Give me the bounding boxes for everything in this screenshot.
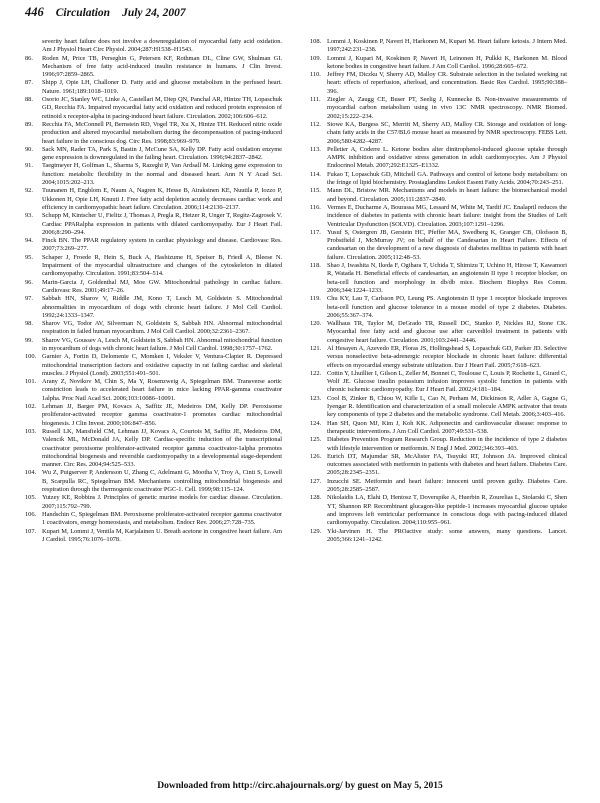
reference-entry — [310, 345, 567, 370]
reference-number: 102. — [25, 403, 37, 411]
reference-text: Wallhaus TR, Taylor M, DeGrado TR, Russell DC, Stanko P, Nickles RJ, Stone CK. Myocardial free fatty acid and glucose use after carvedilol treatment in patients with congestive heart failure. Circulation. 2001;103:2441–2446. — [327, 320, 567, 344]
journal-name: Circulation — [55, 7, 111, 19]
reference-number: 112. — [310, 120, 321, 128]
reference-number: 109. — [310, 54, 322, 62]
reference-number: 120. — [310, 320, 322, 328]
reference-number: 94. — [25, 237, 33, 245]
reference-text: Cottin Y, Lhuillier I, Gilson L, Zeller M, Bonnet C, Toulouse C, Louis P, Rochette L, Girard C, Wolf JE. Glucose insulin potassium infusion improves systolic function in patients with chronic ischemic cardiomyopathy. Eur J Heart Fail. 2002;4:181–184. — [327, 369, 567, 394]
reference-number: 129. — [310, 527, 322, 535]
reference-entry — [25, 295, 282, 320]
reference-entry — [310, 494, 567, 527]
reference-text: Vermes E, Ducharme A, Bourassa MG, Lessard M, White M, Tardif JC. Enalapril reduces the incidence of diabetes in patients with chronic heart failure: insight from the Studies of Left Ventricular Dysfunction (SOLVD). Circulation. 2003;107:1291–1296. — [327, 203, 567, 228]
reference-entry — [310, 320, 567, 345]
reference-text: Cool B, Zinker B, Chiou W, Kifle L, Cao N, Perham M, Dickinson R, Adler A, Gagne G, Iyengar R. Identification and characterization of a small molecule AMPK activator that treats key components of type 2 diabetes and the metabolic syndrome. Cell Metab. 2006;3:403–416. — [327, 394, 567, 419]
reference-entry — [310, 262, 567, 295]
reference-text: Osorio JC, Stanley WC, Linke A, Castellari M, Diep QN, Panchal AR, Hintze TH, Lopaschuk GD, Recchia FA. Impaired myocardial fatty acid oxidation and reduced protein expression of retinoid x receptor-alpha in pacing-induced heart failure. Circulation. 2002;106:606–612. — [42, 96, 282, 120]
reference-number: 119. — [310, 295, 321, 303]
reference-text: Garnier A, Fortin D, Delomenie C, Momken I, Veksler V, Ventura-Clapier R. Depressed mitochondrial transcription factors and oxidative capacity in rat failing cardiac and skeletal muscles. J Physiol (Lond). 2003;551:491–501. — [42, 353, 282, 377]
reference-entry — [310, 146, 567, 171]
reference-number: 95. — [25, 253, 33, 261]
reference-text: Yusuf S, Ostergren JB, Gerstein HC, Pfeffer MA, Swedberg K, Granger CB, Olofsson B, Probstfield J, McMurray JV; on behalf of the Candesartan in Heart Failure. Effects of candesartan on the development of a new diagnosis of diabetes mellitus in patients with heart failure. Circulation. 2005;112:48–53. — [327, 228, 567, 261]
reference-number: 113. — [310, 145, 321, 153]
reference-entry — [310, 478, 567, 495]
reference-entry — [310, 55, 567, 72]
reference-number: 125. — [310, 436, 322, 444]
reference-text: Tuunanen H, Engblom E, Naum A, Nagren K, Hesse B, Airaksinen KE, Nuutila P, Iozzo P, Ukkonen H, Opie LH, Knuuti J. Free fatty acid depletion acutely decreases cardiac work and efficiency in cardiomyopathic heart failure. Circulation. 2006;114:2130–2137. — [42, 187, 282, 211]
reference-number: 93. — [25, 212, 33, 220]
reference-number: 118. — [310, 262, 321, 270]
reference-text: Stowe KA, Burgess SC, Merritt M, Sherry AD, Malloy CR. Storage and oxidation of long-chain fatty acids in the C57/BL6 mouse heart as measured by NMR spectroscopy. FEBS Lett. 2006;580:4282–4287. — [327, 120, 567, 145]
reference-entry — [25, 237, 282, 254]
reference-number: 99. — [25, 336, 33, 344]
reference-number: 116. — [310, 203, 321, 211]
running-header — [25, 5, 186, 23]
page-number: 446 — [25, 5, 44, 19]
reference-entry — [310, 453, 567, 478]
reference-text: Recchia FA, McConnell PI, Bernstein RD, Vogel TR, Xu X, Hintze TH. Reduced nitric oxide production and altered myocardial metabolism during the decompensation of pacing-induced heart failure in the conscious dog. Circ Res. 1998;83:969–979. — [42, 120, 282, 145]
reference-entry — [310, 38, 567, 55]
reference-entry — [25, 511, 282, 528]
reference-text: Diabetes Prevention Program Research Group. Reduction in the incidence of type 2 diabetes with lifestyle intervention or metformin. N Engl J Med. 2002;346:393–403. — [327, 436, 567, 452]
reference-text: Schaper J, Froede R, Hein S, Buck A, Hashizume H, Speiser B, Friedl A, Bleese N. Impairment of the myocardial ultrastructure and changes of the cytoskeleton in dilated cardiomyopathy. Circulation. 1991;83:504–514. — [42, 253, 282, 278]
reference-text: Lehman JJ, Barger PM, Kovacs A, Saffitz JE, Medeiros DM, Kelly DP. Peroxisome proliferator-activated receptor gamma coactivator-1 promotes cardiac mitochondrial biogenesis. J Clin Invest. 2000;106:847–856. — [42, 403, 282, 427]
reference-number: 106. — [25, 510, 37, 518]
reference-text: Finck BN. The PPAR regulatory system in cardiac physiology and disease. Cardiovasc Res. 2007;73:269–277. — [42, 237, 282, 253]
reference-text: Marin-Garcia J, Goldenthal MJ, Moe GW. Mitochondrial pathology in cardiac failure. Cardiovasc Res. 2001;49:17–26. — [42, 278, 282, 294]
reference-entry — [25, 212, 282, 237]
reference-text: Lommi J, Koskinen P, Naveri H, Harkonen M, Kupari M. Heart failure ketosis. J Intern Med. 1997;242:231–238. — [327, 38, 567, 54]
reference-number: 114. — [310, 170, 321, 178]
reference-text: Ziegler A, Zaugg CE, Buser PT, Seelig J, Kunnecke B. Non-invasive measurements of myocardial carbon metabolism using in vivo 13C NMR spectroscopy. NMR Biomed. 2002;15:222–234. — [327, 96, 567, 120]
reference-text: Al Hesayen A, Azevedo ER, Floras JS, Hollingshead S, Lopaschuk GD, Parker JD. Selective versus nonselective beta-adrenergic receptor blockade in chronic heart failure: differential effects on myocardial energy substrate utilization. Eur J Heart Fail. 2005;7:618–623. — [327, 344, 567, 369]
reference-entry — [25, 378, 282, 403]
reference-text: Russell LK, Mansfield CM, Lehman JJ, Kovacs A, Courtois M, Saffitz JE, Medeiros DM, Valencik ML, McDonald JA, Kelly DP. Cardiac-specific induction of the transcriptional coactivator peroxisome proliferator-activated receptor gamma coactivator-1alpha promotes mitochondrial biogenesis and reversible cardiomyopathy in a developmental stage-dependent manner. Circ Res. 2004;94:525–533. — [42, 427, 282, 469]
reference-text: Schupp M, Kintscher U, Fielitz J, Thomas J, Pregla R, Hetzer R, Unger T, Regitz-Zagrosek V. Cardiac PPARalpha expression in patients with dilated cardiomyopathy. Eur J Heart Fail. 2006;8:290–294. — [42, 212, 282, 236]
reference-text: Sharov VG, Todor AV, Silverman N, Goldstein S, Sabbah HN. Abnormal mitochondrial respiration in failed human myocardium. J Mol Cell Cardiol. 2000;32:2361–2367. — [42, 320, 282, 336]
reference-number: 89. — [25, 120, 33, 128]
references-right-column — [310, 38, 567, 544]
reference-text: Sabbah HN, Sharov V, Riddle JM, Kono T, Lesch M, Goldstein S. Mitochondrial abnormalities in myocardium of dogs with chronic heart failure. J Mol Cell Cardiol. 1992;24:1333–1347. — [42, 295, 282, 319]
reference-entry — [310, 187, 567, 204]
reference-number: 88. — [25, 96, 33, 104]
reference-text: Eurich DT, Majumdar SR, McAlister FA, Tsuyuki RT, Johnson JA. Improved clinical outcomes associated with metformin in patients with diabetes and heart failure. Diabetes Care. 2005;28:2345–2351. — [327, 452, 567, 477]
reference-text: Chu KY, Lau T, Carlsson PO, Leung PS. Angiotensin II type 1 receptor blockade improves beta-cell function and glucose tolerance in a mouse model of type 2 diabetes. Diabetes. 2006;55:367–374. — [327, 295, 567, 319]
reference-entry — [310, 395, 567, 420]
reference-number: 86. — [25, 54, 33, 62]
reference-number: 104. — [25, 469, 37, 477]
reference-text: Inzucchi SE. Metformin and heart failure: innocent until proven guilty. Diabetes Care. 2005;28:2585–2587. — [327, 477, 567, 494]
reference-entry — [25, 254, 282, 279]
reference-text: Han SH, Quon MJ, Kim J, Koh KK. Adiponectin and cardiovascular disease: response to therapeutic interventions. J Am Coll Cardiol. 2007;49:531–538. — [327, 419, 567, 435]
reference-text: Jeffrey FM, Diczku V, Sherry AD, Malloy CR. Substrate selection in the isolated working rat heart: effects of reperfusion, afterload, and concentration. Basic Res Cardiol. 1995;90:388–396. — [327, 71, 567, 95]
reference-number: 91. — [25, 162, 33, 170]
reference-number: 96. — [25, 278, 33, 286]
reference-number: 90. — [25, 145, 33, 153]
reference-number: 110. — [310, 71, 321, 79]
reference-number: 92. — [25, 187, 33, 195]
reference-text: severity heart failure does not involve a downregulation of myocardial fatty acid oxidation. Am J Physiol Heart Circ Physiol. 2004;287:H1538–H1543. — [42, 38, 282, 54]
reference-text: Yki-Jarvinen H. The PROactive study: some answers, many questions. Lancet. 2005;366:1241–1242. — [327, 527, 567, 543]
reference-number: 126. — [310, 452, 322, 460]
reference-entry — [310, 171, 567, 188]
reference-number: 123. — [310, 394, 322, 402]
reference-entry — [310, 204, 567, 229]
reference-entry — [25, 96, 282, 121]
reference-entry — [25, 403, 282, 428]
reference-text: Taegtmeyer H, Golfman L, Sharma S, Razeghi P, Van Ardsall M. Linking gene expression to function: metabolic flexibility in the normal and diseased heart. Ann N Y Acad Sci. 2004;1015:202–213. — [42, 162, 282, 187]
reference-number: 122. — [310, 369, 322, 377]
reference-entry — [310, 229, 567, 262]
reference-text: Handschin C, Spiegelman BM. Peroxisome proliferator-activated receptor gamma coactivator 1 coactivators, energy homeostasis, and metabolism. Endocr Rev. 2006;27:728–735. — [42, 510, 282, 527]
reference-entry — [25, 55, 282, 80]
reference-entry — [25, 494, 282, 511]
reference-entry — [25, 187, 282, 212]
reference-number: 115. — [310, 187, 321, 195]
reference-number: 105. — [25, 494, 37, 502]
reference-entry — [25, 38, 282, 55]
reference-number: 128. — [310, 494, 322, 502]
reference-entry — [25, 146, 282, 163]
reference-entry — [310, 370, 567, 395]
reference-number: 101. — [25, 378, 37, 386]
reference-entry — [25, 337, 282, 354]
reference-number: 121. — [310, 344, 322, 352]
reference-text: Mann DL, Bristow MR. Mechanisms and models in heart failure: the biomechanical model and beyond. Circulation. 2005;111:2837–2849. — [327, 187, 567, 203]
reference-entry — [310, 436, 567, 453]
reference-entry — [25, 162, 282, 187]
reference-number: 111. — [310, 96, 321, 104]
references-left-column — [25, 38, 282, 544]
reference-number: 107. — [25, 527, 37, 535]
reference-entry — [25, 121, 282, 146]
reference-number: 103. — [25, 427, 37, 435]
reference-number: 117. — [310, 228, 321, 236]
reference-entry — [310, 420, 567, 437]
reference-entry — [25, 428, 282, 469]
reference-text: Sack MN, Rader TA, Park S, Bastin J, McCune SA, Kelly DP. Fatty acid oxidation enzyme gene expression is downregulated in the failing heart. Circulation. 1996;94:2837–2842. — [42, 145, 282, 162]
download-footer: Downloaded from http://circ.ahajournals.org/ by guest on May 5, 2015 — [157, 781, 443, 791]
reference-number: 97. — [25, 295, 33, 303]
reference-number: 108. — [310, 38, 322, 45]
reference-text: Sharov VG, Goussev A, Lesch M, Goldstein S, Sabbah HN. Abnormal mitochondrial function in myocardium of dogs with chronic heart failure. J Mol Cell Cardiol. 1998;30:1757–1762. — [42, 336, 282, 352]
reference-text: Shipp J, Opie LH, Challoner D. Fatty acid and glucose metabolism in the perfused heart. Nature. 1961;189:1018–1019. — [42, 79, 282, 95]
reference-text: Yutzey KE, Robbins J. Principles of genetic murine models for cardiac disease. Circulation. 2007;115:792–799. — [42, 494, 282, 510]
reference-entry — [310, 295, 567, 320]
reference-entry — [25, 469, 282, 494]
reference-number: 87. — [25, 79, 33, 87]
reference-entry — [310, 96, 567, 121]
reference-entry — [25, 353, 282, 378]
reference-entry — [25, 320, 282, 337]
reference-number: 98. — [25, 320, 33, 328]
reference-text: Kupari M, Lommi J, Ventila M, Karjalainen U. Breath acetone in congestive heart failure. Am J Cardiol. 1995;76:1076–1078. — [42, 527, 282, 543]
reference-entry — [25, 279, 282, 296]
reference-number — [25, 38, 42, 55]
reference-text: Lommi J, Kupari M, Koskinen P, Naveri H, Leinonen H, Pulkki K, Harkonen M. Blood ketone bodies in congestive heart failure. J Am Coll Cardiol. 1996;28:665–672. — [327, 54, 567, 70]
reference-entry — [310, 528, 567, 545]
reference-number: 100. — [25, 353, 37, 361]
reference-text: Wu Z, Puigserver P, Andersson U, Zhang C, Adelmant G, Mootha V, Troy A, Cinti S, Lowell B, Scarpulla RC, Spiegelman BM. Mechanisms controlling mitochondrial biogenesis and respiration through the thermogenic coactivator PGC-1. Cell. 1999;98:115–124. — [42, 469, 282, 494]
reference-entry — [310, 71, 567, 96]
reference-entry — [310, 121, 567, 146]
reference-number: 127. — [310, 477, 322, 485]
reference-text: Roden M, Price TB, Perseghin G, Petersen KF, Rothman DL, Cline GW, Shulman GI. Mechanism of free fatty acid-induced insulin resistance in humans. J Clin Invest. 1996;97:2859–2865. — [42, 54, 282, 79]
reference-text: Fukao T, Lopaschuk GD, Mitchell GA. Pathways and control of ketone body metabolism: on the fringe of lipid biochemistry. Prostaglandins Leukot Essent Fatty Acids. 2004;70:243–251. — [327, 170, 567, 187]
reference-text: Shao J, Iwashita N, Ikeda F, Ogihara T, Uchida T, Shimizu T, Uchino H, Hirose T, Kawamori R, Watada H. Beneficial effects of candesartan, an angiotensin II type 1 receptor blocker, on beta-cell function and morphology in db/db mice. Biochem Biophys Res Comm. 2006;344:1224–1233. — [327, 262, 567, 294]
issue-date: July 24, 2007 — [122, 7, 186, 19]
reference-number: 124. — [310, 419, 322, 427]
reference-text: Pelletier A, Coderre L. Ketone bodies alter dinitrophenol-induced glucose uptake through AMPK inhibition and oxidative stress generation in adult cardiomyocytes. Am J Physiol Endocrinol Metab. 2007;292:E1325–E1332. — [327, 145, 567, 170]
reference-text: Arany Z, Novikov M, Chin S, Ma Y, Rosenzweig A, Spiegelman BM. Transverse aortic constriction leads to accelerated heart failure in mice lacking PPAR-gamma coactivator 1alpha. Proc Natl Acad Sci. 2006;103:10086–10091. — [42, 378, 282, 402]
reference-text: Nikolaidis LA, Elahi D, Hentosz T, Doverspike A, Huerbin R, Zourelias L, Stolarski C, Shen YT, Shannon RP. Recombinant glucagon-like peptide-1 increases myocardial glucose uptake and improves left ventricular performance in conscious dogs with pacing-induced dilated cardiomyopathy. Circulation. 2004;110:955–961. — [327, 494, 567, 527]
reference-entry — [25, 528, 282, 545]
reference-entry — [25, 79, 282, 96]
